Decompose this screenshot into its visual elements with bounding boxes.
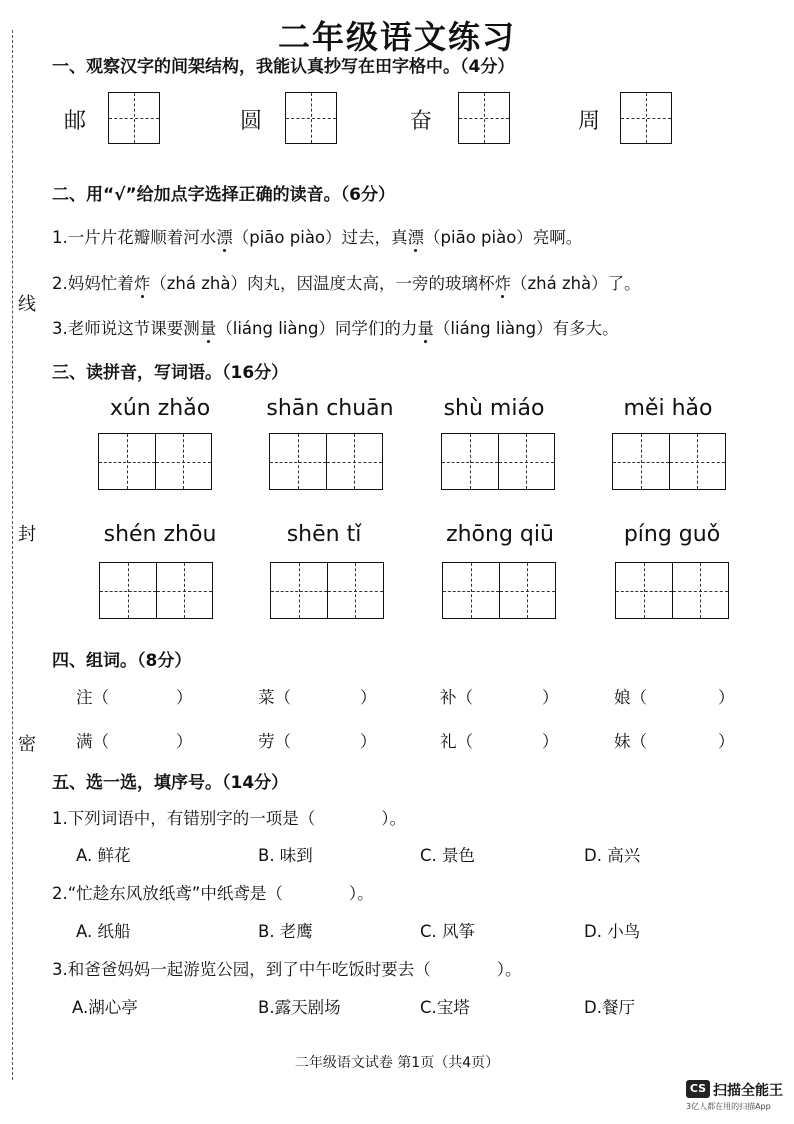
word-item-4: 娘（ xyxy=(614,688,647,707)
tianzige-box-3[interactable] xyxy=(458,92,510,144)
section-5-heading: 五、选一选，填序号。（14分） xyxy=(52,773,289,793)
pinyin-1: xún zhǎo xyxy=(109,396,211,421)
write-grid-7[interactable] xyxy=(442,562,556,619)
tianzige-box-4[interactable] xyxy=(620,92,672,144)
question-1: 1.下列词语中，有错别字的一项是（ ）。 xyxy=(52,809,406,828)
side-char-xian: 线 xyxy=(18,294,36,315)
q1-option-d: D. 高兴 xyxy=(584,846,641,865)
pinyin-6: shēn tǐ xyxy=(286,522,362,547)
section-4-heading: 四、组词。（8分） xyxy=(52,651,192,671)
page-title: 二年级语文练习 xyxy=(277,18,516,56)
q1-option-c: C. 景色 xyxy=(420,846,476,865)
write-grid-4[interactable] xyxy=(612,433,726,490)
word-item-4-close: ） xyxy=(718,688,735,707)
word-item-1: 注（ xyxy=(76,688,109,707)
char-you: 邮 xyxy=(64,109,87,134)
pinyin-5: shén zhōu xyxy=(103,522,217,547)
watermark-tagline: 3亿人都在用的扫描App xyxy=(686,1102,771,1111)
word-item-8: 妹（ xyxy=(614,732,647,751)
pronunciation-line-3: 3.老师说这节课要测量（liáng liàng）同学们的力量（liáng liàng）有多大。 xyxy=(52,315,619,339)
binding-dashed-line xyxy=(12,30,13,1080)
pronunciation-line-2: 2.妈妈忙着炸（zhá zhà）肉丸，因温度太高，一旁的玻璃杯炸（zhá zhà）了。 xyxy=(52,270,641,294)
q3-option-c: C.宝塔 xyxy=(420,998,470,1017)
write-grid-1[interactable] xyxy=(98,433,212,490)
char-zhou: 周 xyxy=(578,109,601,134)
q1-option-b: B. 味到 xyxy=(258,846,313,865)
section-2-heading: 二、用“√”给加点字选择正确的读音。（6分） xyxy=(52,185,396,205)
char-yuan: 圆 xyxy=(240,109,263,134)
word-item-5: 满（ xyxy=(76,732,109,751)
word-item-6-close: ） xyxy=(360,732,377,751)
side-char-mi: 密 xyxy=(18,734,36,755)
char-fen: 奋 xyxy=(410,109,433,134)
pronunciation-line-1: 1.一片片花瓣顺着河水漂（piāo piào）过去，真漂（piāo piào）亮啊。 xyxy=(52,224,582,248)
question-2: 2.“忙趁东风放纸鸢”中纸鸢是（ ）。 xyxy=(52,884,374,903)
q3-option-d: D.餐厅 xyxy=(584,998,635,1017)
tianzige-box-1[interactable] xyxy=(108,92,160,144)
write-grid-5[interactable] xyxy=(99,562,213,619)
q3-option-b: B.露天剧场 xyxy=(258,998,341,1017)
word-item-8-close: ） xyxy=(718,732,735,751)
write-grid-3[interactable] xyxy=(441,433,555,490)
word-item-2: 菜（ xyxy=(258,688,291,707)
word-item-5-close: ） xyxy=(176,732,193,751)
word-item-3: 补（ xyxy=(440,688,473,707)
pinyin-8: píng guǒ xyxy=(623,522,721,547)
word-item-3-close: ） xyxy=(542,688,559,707)
q2-option-c: C. 风筝 xyxy=(420,922,476,941)
watermark-name: 扫描全能王 xyxy=(713,1083,783,1099)
pinyin-3: shù miáo xyxy=(443,396,545,421)
tianzige-box-2[interactable] xyxy=(285,92,337,144)
pinyin-4: měi hǎo xyxy=(623,396,713,421)
word-item-7-close: ） xyxy=(542,732,559,751)
write-grid-8[interactable] xyxy=(615,562,729,619)
word-item-7: 礼（ xyxy=(440,732,473,751)
write-grid-6[interactable] xyxy=(270,562,384,619)
word-item-1-close: ） xyxy=(176,688,193,707)
section-3-heading: 三、读拼音，写词语。（16分） xyxy=(52,363,289,383)
page-footer: 二年级语文试卷 第1页（共4页） xyxy=(294,1055,500,1071)
q1-option-a: A. 鲜花 xyxy=(76,846,131,865)
question-3: 3.和爸爸妈妈一起游览公园，到了中午吃饭时要去（ ）。 xyxy=(52,960,522,979)
q2-option-b: B. 老鹰 xyxy=(258,922,313,941)
camscanner-logo-icon: CS xyxy=(686,1080,710,1098)
word-item-6: 劳（ xyxy=(258,732,291,751)
pinyin-2: shān chuān xyxy=(266,396,394,421)
section-1-heading: 一、观察汉字的间架结构，我能认真抄写在田字格中。（4分） xyxy=(52,57,515,77)
word-item-2-close: ） xyxy=(360,688,377,707)
side-char-feng: 封 xyxy=(18,524,36,545)
q2-option-a: A. 纸船 xyxy=(76,922,131,941)
q3-option-a: A.湖心亭 xyxy=(72,998,138,1017)
write-grid-2[interactable] xyxy=(269,433,383,490)
q2-option-d: D. 小鸟 xyxy=(584,922,641,941)
pinyin-7: zhōng qiū xyxy=(446,522,554,547)
